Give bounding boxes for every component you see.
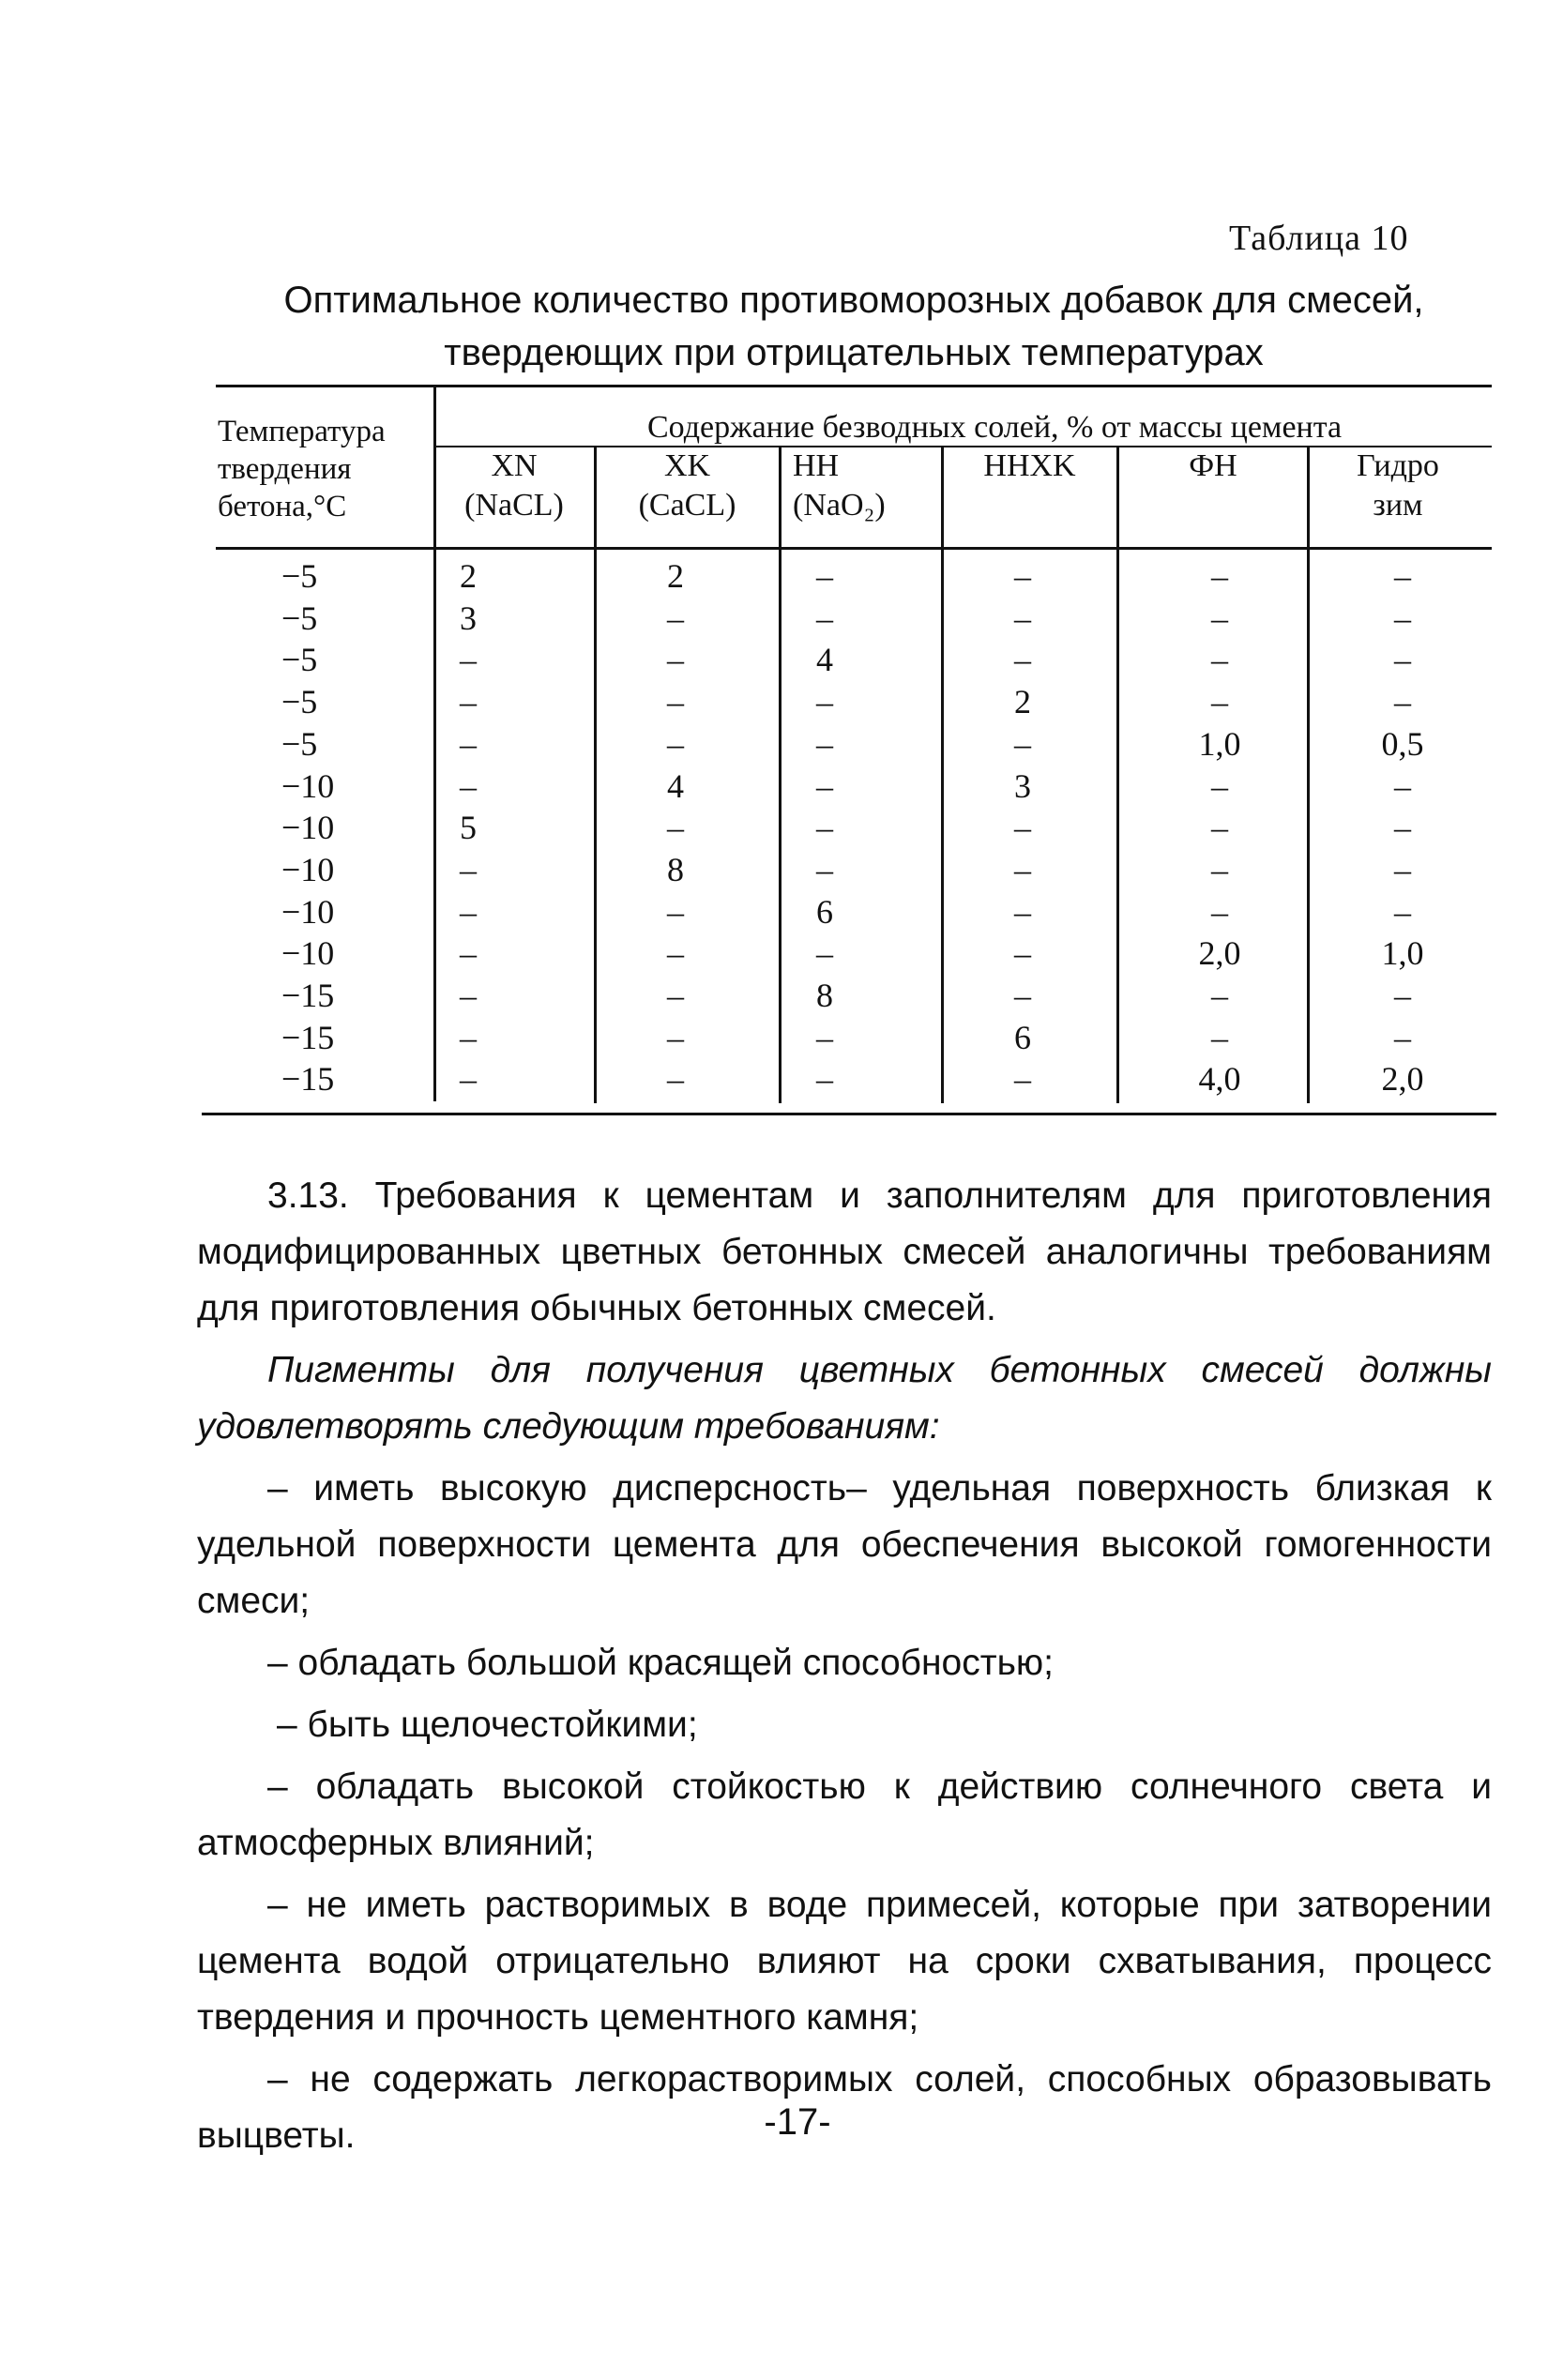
table-cell: 1,0 [1381,934,1424,973]
table-cell: 6 [1014,1018,1031,1056]
header-salt-content: Содержание безводных солей, % от массы цемента [647,410,1343,445]
table-cell: – [1394,641,1411,679]
page-number: -17- [764,2101,831,2143]
col-header-gidrozim: Гидро зим [1357,448,1439,523]
paragraph-3-13: 3.13. Требования к цементам и заполнителям для приготовления модифицированных цветных бетонных смесей аналогичны требованиям для приготовления обычных бетонных смесей. [197,1175,1492,1328]
table-cell: – [460,850,477,888]
table-cell: – [1014,1060,1031,1099]
table-cell-temperature: −5 [281,557,318,595]
table-cell: – [816,683,833,721]
list-item: – иметь высокую дисперсность– удельная поверхность близкая к удельной поверхности цемента для обеспечения высокой гомогенности смеси; [197,1468,1492,1621]
table-cell: – [816,766,833,805]
col-header-fn: ФН [1189,448,1237,483]
table-cell: – [1394,977,1411,1014]
table-cell: – [460,724,477,763]
table-cell: – [1014,641,1031,679]
table-row [0,891,1548,933]
table-row [0,932,1548,975]
table-caption-line-1: Оптимальное количество противоморозных добавок для смесей, [283,280,1424,321]
table-cell: – [460,641,477,679]
table-cell: 8 [816,977,833,1014]
table-cell: – [1014,977,1031,1014]
table-cell: – [1211,892,1228,931]
table-cell: – [460,892,477,931]
table-cell: 1,0 [1198,724,1241,763]
table-cell: 2,0 [1381,1060,1424,1099]
table-cell: 6 [816,892,833,931]
table-cell: – [1014,850,1031,888]
table-cell-temperature: −10 [281,892,335,931]
table-cell: – [816,809,833,847]
table-cell: 2 [1014,683,1031,721]
list-item: – обладать высокой стойкостью к действию солнечного света и атмосферных влияний; [197,1766,1492,1863]
table-row [0,1058,1548,1100]
table-cell: – [816,1018,833,1056]
table-cell: – [667,809,684,847]
table-cell: – [667,724,684,763]
table-cell: – [1394,809,1411,847]
table-row [0,681,1548,723]
table-cell: – [1211,1018,1228,1056]
table-row [0,723,1548,766]
table-row [0,1017,1548,1059]
table-cell: – [1014,892,1031,931]
table-cell: – [1211,683,1228,721]
list-item: – не иметь растворимых в воде примесей, которые при затворении цемента водой отрицательно влияют на сроки схватывания, процесс твердения и прочность цементного камня; [197,1885,1492,2038]
table-cell: – [460,934,477,973]
table-cell: 3 [460,599,477,637]
table-cell: – [816,724,833,763]
table-cell: – [1394,766,1411,805]
table-cell: – [1394,850,1411,888]
table-cell: – [1211,809,1228,847]
table-number: Таблица 10 [1229,219,1409,258]
table-cell: – [460,766,477,805]
table-cell: – [1394,892,1411,931]
header-bottom-rule [216,547,1492,550]
table-cell: – [816,557,833,595]
col-header-hh: HH (NaO₂) [793,448,886,523]
table-cell: 2,0 [1198,934,1241,973]
table-cell: – [667,1060,684,1099]
table-cell: 4,0 [1198,1060,1241,1099]
table-cell: – [816,850,833,888]
paragraph-pigments: Пигменты для получения цветных бетонных смесей должны удовлетворять следующим требованиям: [197,1350,1492,1447]
table-cell: – [1394,683,1411,721]
table-cell: – [1211,766,1228,805]
table-cell: 8 [667,850,684,888]
table-cell: – [816,934,833,973]
table-row [0,555,1548,598]
list-item: – быть щелочестойкими; [277,1705,698,1745]
table-cell: – [460,977,477,1014]
table-cell: – [460,1018,477,1056]
table-cell: – [460,1060,477,1099]
table-cell: – [667,641,684,679]
table-cell: – [1014,934,1031,973]
table-cell: – [667,1018,684,1056]
table-row [0,639,1548,681]
table-cell-temperature: −5 [281,641,318,679]
table-cell: – [667,892,684,931]
table-cell-temperature: −5 [281,683,318,721]
table-cell: 2 [667,557,684,595]
table-cell-temperature: −10 [281,809,335,847]
list-item: – обладать большой красящей способностью; [267,1643,1054,1683]
table-cell-temperature: −10 [281,934,335,973]
table-cell: – [1211,850,1228,888]
table-cell: – [1014,724,1031,763]
table-cell: – [816,599,833,637]
table-row [0,766,1548,808]
header-temperature: Температура твердения бетона,°С [218,415,386,523]
table-row [0,598,1548,640]
table-cell-temperature: −5 [281,599,318,637]
table-cell: – [1394,1018,1411,1056]
table-cell: – [667,934,684,973]
col-header-xn: XN (NaCL) [464,448,564,523]
table-cell: 4 [667,766,684,805]
table-cell-temperature: −15 [281,1060,335,1099]
table-cell: – [667,977,684,1014]
table-cell: – [1014,599,1031,637]
table-cell: – [667,683,684,721]
table-top-rule [216,385,1492,387]
table-cell: – [1211,557,1228,595]
table-cell: – [1394,599,1411,637]
body-text [197,1168,1492,2164]
table-cell: – [1211,599,1228,637]
table-cell-temperature: −5 [281,724,318,763]
table-cell: – [667,599,684,637]
table-cell: 2 [460,557,477,595]
table-bottom-rule [202,1113,1496,1115]
table-cell: 4 [816,641,833,679]
col-header-xk: XK (CaCL) [638,448,736,523]
table-cell: – [1211,641,1228,679]
table-cell: – [1211,977,1228,1014]
table-cell-temperature: −15 [281,1018,335,1056]
table-cell: – [1394,557,1411,595]
table-cell-temperature: −15 [281,977,335,1014]
table-cell-temperature: −10 [281,766,335,805]
table-cell-temperature: −10 [281,850,335,888]
list-item: – не содержать легкорастворимых солей, способных образовывать выцветы. [197,2059,1492,2156]
table-cell: 0,5 [1381,724,1424,763]
table-cell: – [1014,557,1031,595]
table-row [0,975,1548,1017]
table-cell: 3 [1014,766,1031,805]
table-cell: – [1014,809,1031,847]
table-cell: – [460,683,477,721]
table-row [0,849,1548,891]
table-cell: 5 [460,809,477,847]
table-cell: – [816,1060,833,1099]
table-caption-line-2: твердеющих при отрицательных температурах [444,332,1264,373]
table-row [0,807,1548,849]
col-header-hhxk: HHXK [983,448,1076,483]
